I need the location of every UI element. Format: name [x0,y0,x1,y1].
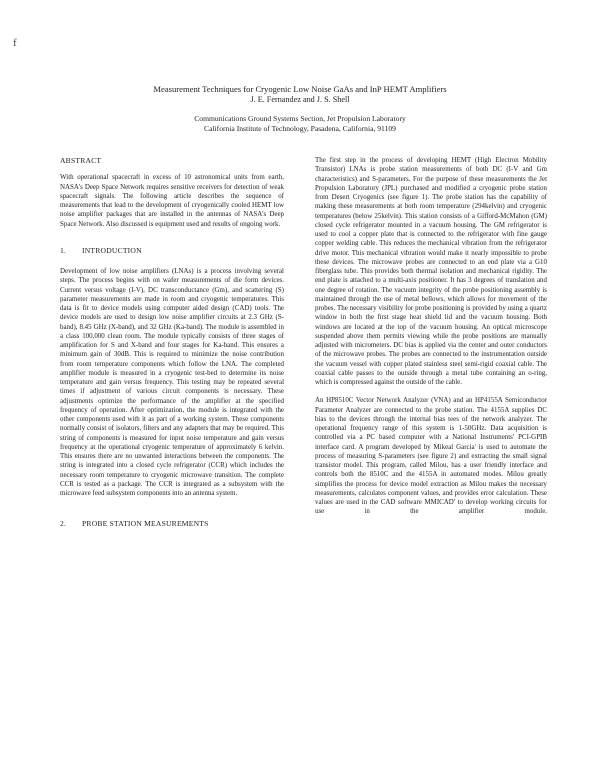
affiliation-line-1: Communications Ground Systems Section, Jet Propulsion Laboratory [194,114,406,123]
affiliation-line-2: California Institute of Technology, Pasadena, California, 91109 [204,124,396,133]
paper-title: Measurement Techniques for Cryogenic Low Noise GaAs and InP HEMT Amplifiers [153,84,447,94]
network-analyzer-paragraph [315,396,547,516]
margin-mark: f [13,37,17,49]
section-1-heading [60,246,284,255]
section-2-heading [60,519,284,528]
section-1-title: INTRODUCTION [82,245,142,255]
affiliation [0,114,600,134]
network-analyzer-last-word: module. [524,507,548,516]
left-column [60,156,284,529]
introduction-text: Development of low noise amplifiers (LNAs) is a process involving several steps. The process begins with on wafer measurements of die form devices. Current versus voltage (I-V), DC transconductance (Gm), and scattering (S) parameter measurements are made in room and cryogenic temperatures. This data is fit to device models using computer aided design (CAD) tools. The device models are used to design low noise amplifier circuits at 2.3 GHz (S-band), 8.45 GHz (X-band), and 32 GHz (Ka-band). The module is assembled in a class 100,000 clean room. The module typically consists of three stages of amplification for S and X-band and four stages for Ka-band. This ensures a minimum gain of 30dB. This is required to minimize the noise contribution from room temperature components which follow the LNA. The completed amplifier module is measured in a cryogenic test-bed to determine its noise temperature and gain versus frequency. This testing may be repeated several times if adjustment of various circuit components is necessary. These adjustments optimize the performance of the amplifier at the specified frequency of operation. After optimization, the module is integrated with the other components used with it as part of a working system. These components normally consist of isolators, filters and any adapters that may be required. This string of components is measured for input noise temperature and gain versus frequency at the operational cryogenic temperature of approximately 6 kelvin. This ensures there are no unwanted interactions between the components. The string is integrated into a closed cycle refrigerator (CCR) which includes the necessary room temperature to cryogenic microwave transition. The complete CCR is tested as a package. The CCR is integrated as a subsystem with the microwave feed subsystem components into an antenna system. [60,267,284,497]
network-analyzer-text: An HP8510C Vector Network Analyzer (VNA) and an HP4155A Semiconductor Parameter Analyzer are connected to the probe station. The 4155A supplies DC bias to the devices through the internal bias tees of the network analyzer. The operational frequency range of this system is 1-50GHz. Data acquisition is controlled via a PC based computer with a National Instruments' PCI-GPIB interface card. A program developed by Mikeal Garcia' is used to automate the process of measuring S-parameters (see figure 2) and extracting the small signal transistor model. This program, called Milou, has a user friendly interface and controls both the 8510C and the 4155A in automated modes. Milou greatly simplifies the process for device model extraction as Milou makes the necessary measurements, calculates component values, and provides error calculation. These values are used in the CAD software MMICAD' to develop working circuits for use in the amplifier [315,396,547,516]
abstract-text: With operational spacecraft in excess of 10 astronomical units from earth, NASA's Deep Space Network requires sensitive receivers for detection of weak spacecraft signals. The following article describes the sequence of measurements that lead to the development of cryogenically cooled HEMT low noise amplifier packages that are installed in the antennas of NASA's Deep Space Network. Also discussed is equipment used and results of ongoing work. [60,173,284,228]
section-1-number: 1. [60,245,67,255]
probe-station-paragraph: The first step in the process of developing HEMT (High Electron Mobility Transistor) LNAs is probe station measurements of both DC (I-V and Gm characteristics) and S-parameters. For the purpose of these measurements the Jet Propulsion Laboratory (JPL) purchased and modified a cryogenic probe station from Desert Cryogenics (see figure 1). The probe station has the capability of making these measurements at both room temperature (294kelvin) and cryogenic temperatures (below 25kelvin). This station consists of a Gifford-McMahon (GM) closed cycle refrigerator mounted in a vacuum housing. The GM refrigerator is used to cool a copper plate that is connected to the refrigerator with fine gauge copper welding cable. This reduces the mechanical vibration from the refrigerator drive motor. This mechanical vibration would make it nearly impossible to probe these devices. The microwave probes are connected to an end plate via a G10 fiberglass tube. This provides both thermal isolation and mechanical rigidity. The end plate is attached to a multi-axis positioner. It has 3 degrees of translation and one degree of rotation. The vacuum integrity of the probe positioning assembly is maintained through the use of metal bellows, which allows for movement of the probes. The necessary visibility for probe positioning is provided by using a quartz window in both the first stage heat shield lid and the vacuum housing. Both windows are located at the top of the vacuum housing. An optical microscope suspended above them permits viewing while the probe positions are manually adjusted with micrometers. DC bias is applied via the center and outer conductors of the microwave probes. The probes are connected to the instrumentation outside the vacuum vessel with copper plated stainless steel semi-rigid coaxial cable. The coaxial cable passes to the outside through a metal tube containing an o-ring, which is compressed against the outside of the cable. [315,156,547,386]
section-2-title: PROBE STATION MEASUREMENTS [82,519,209,529]
abstract-heading: ABSTRACT [60,156,102,165]
section-2-number: 2. [60,519,67,529]
paper-authors: J. E. Fernandez and J. S. Shell [250,95,350,104]
right-column [315,156,547,517]
